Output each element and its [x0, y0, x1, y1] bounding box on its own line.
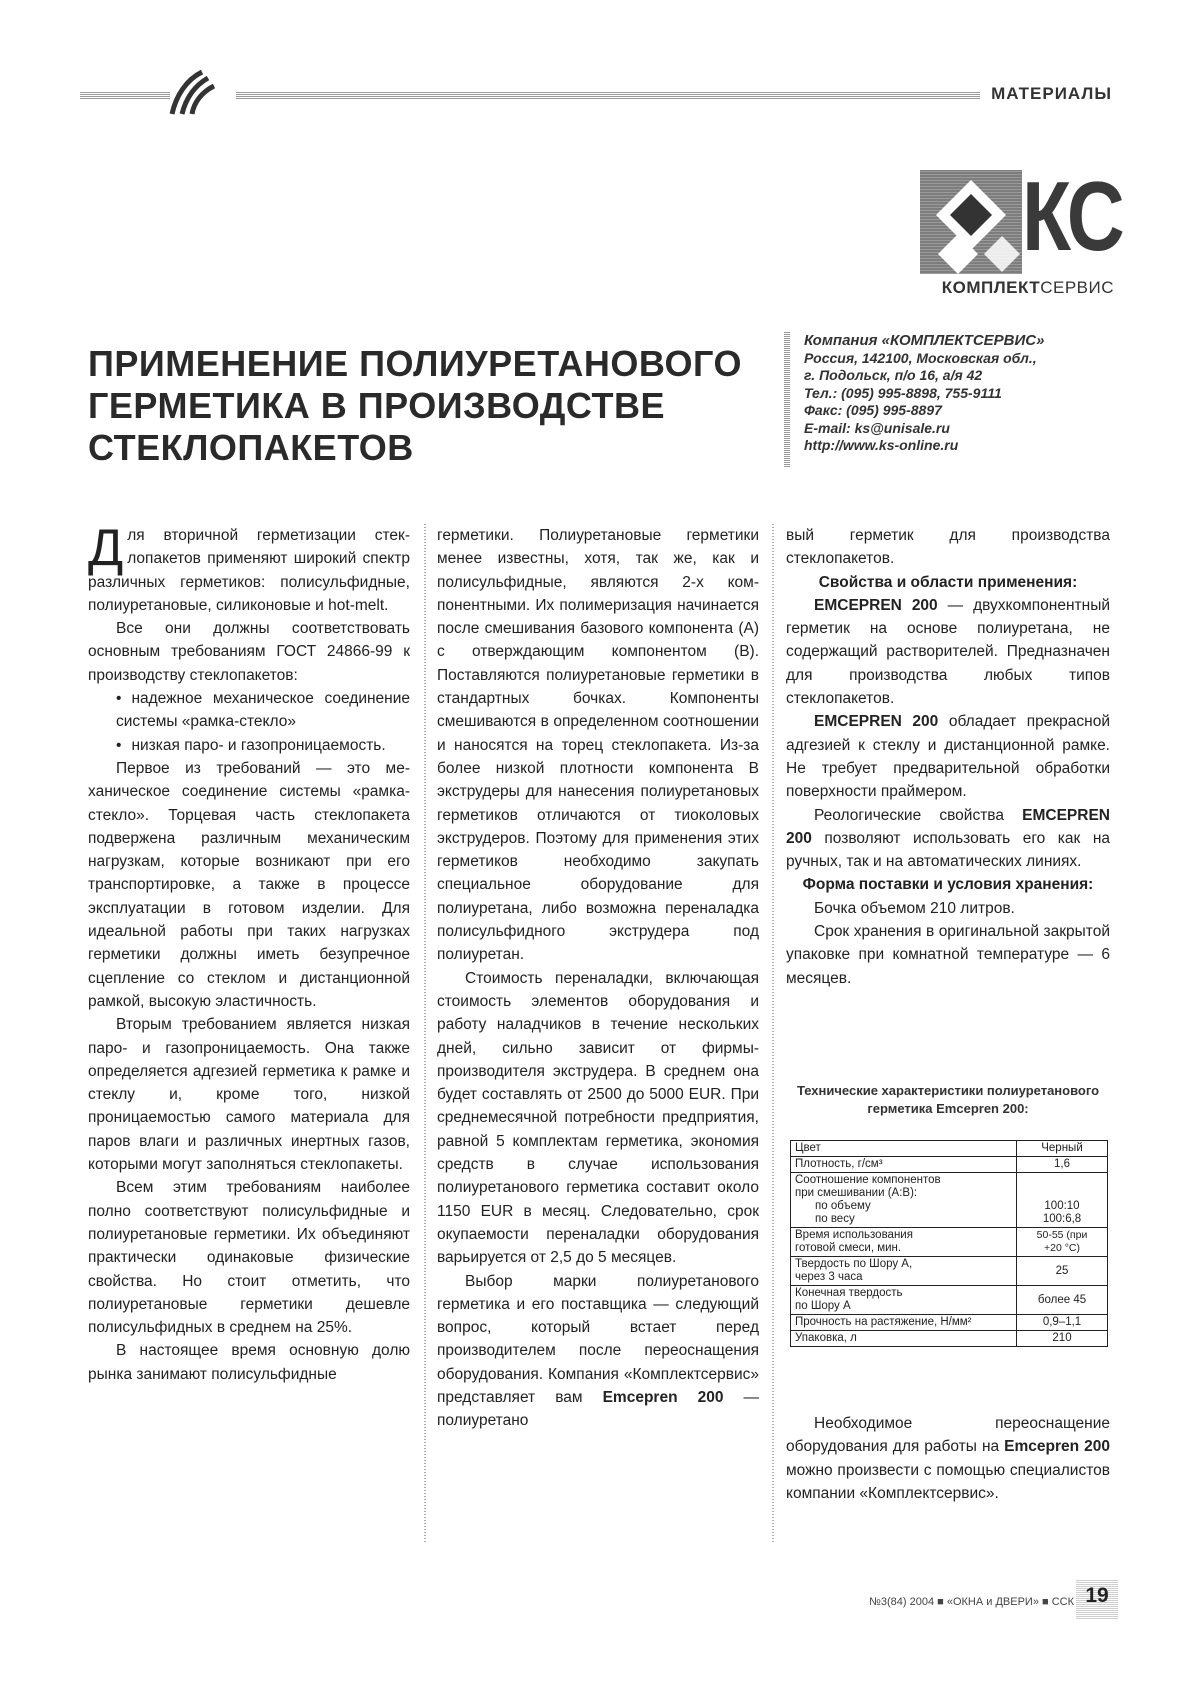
header-rule-right [236, 92, 980, 99]
product-name: EMCEPREN 200 [814, 596, 938, 614]
table-cell-line: +20 °С) [1043, 1242, 1080, 1254]
bullet-icon: • [116, 690, 122, 708]
table-row [791, 1315, 1108, 1331]
table-cell-line: через 3 часа [795, 1271, 863, 1283]
table-cell-line: по объему [815, 1200, 871, 1212]
table-cell-line: готовой смеси, мин. [795, 1242, 902, 1254]
table-cell-label: Прочность на растяжение, Н/мм² [791, 1315, 1017, 1331]
contact-block [804, 332, 1124, 455]
table-row [791, 1173, 1108, 1228]
article-title [88, 343, 748, 469]
paragraph-text: Реологические свойства [814, 806, 1023, 824]
contact-website[interactable]: http://www.ks-online.ru [804, 437, 959, 453]
bullet-text: надежное механическое соединение системы «рамка-стекло» [116, 690, 410, 731]
table-cell-label: Упаковка, л [791, 1331, 1017, 1347]
paragraph [786, 710, 1110, 803]
bullet-item [88, 734, 410, 757]
table-row [791, 1157, 1108, 1173]
article-column-1 [88, 519, 410, 1386]
table-cell-label: Цвет [791, 1141, 1017, 1157]
table-cell-value: более 45 [1017, 1286, 1108, 1315]
table-cell-label [791, 1286, 1017, 1315]
table-cell-value [1017, 1228, 1108, 1257]
table-cell-value: 0,9–1,1 [1017, 1315, 1108, 1331]
table-cell-value [1017, 1173, 1108, 1228]
table-cell-value: 1,6 [1017, 1157, 1108, 1173]
contact-rule [784, 332, 790, 468]
paragraph [786, 1412, 1110, 1505]
paragraph-text: Необходимое переоснащение оборудования для работы на [786, 1415, 1110, 1456]
contact-company: Компания «КОМПЛЕКТСЕРВИС» [804, 332, 1045, 349]
article-column-2 [437, 524, 759, 1433]
table-cell-line: 100:10 [1044, 1200, 1080, 1212]
spec-table [790, 1140, 1108, 1347]
company-logo [918, 161, 1122, 304]
paragraph: В настоящее время основную долю рынка занимают полисульфидные [88, 1342, 410, 1383]
table-row [791, 1257, 1108, 1286]
paragraph-text: — двухкомпонентный герметик на основе полиуретана, не содержащий растворителей. Предназначен для производства любых типов стеклопакетов. [786, 596, 1111, 708]
title-line: ГЕРМЕТИКА В ПРОИЗВОДСТВЕ [88, 385, 666, 426]
paragraph: Бочка объемом 210 литров. [814, 899, 1015, 917]
table-cell-line: Конечная твердость [795, 1287, 903, 1299]
paragraph: Первое из требований — это механическое соединение системы «рамка-стекло». Торцевая часть стеклопакета подвержена различным механическим нагрузкам, которые возникают при его транспортировке, а также в процессе эксплуатации в готовом изделии. Для идеальной работы при таких нагрузках герметики должны иметь безупречное сцепление со стеклом и дистанционной рамкой, высокую эластичность. [88, 759, 410, 1010]
column-divider [424, 524, 426, 1544]
paragraph: Всем этим требованиям наиболее полно соответствуют полисульфидные и полиуретановые герметики. Их объединяют практически одинаковые физические свойства. Но стоит отметить, что полиуретановые герметики дешевле полисульфидных в среднем на 25%. [88, 1179, 410, 1337]
product-name: Emcepren 200 [602, 1388, 724, 1406]
paragraph [786, 594, 1110, 710]
paragraph-text: Выбор марки полиуретанового герметика и его поставщика — следующий вопрос, который встает перед производителем после переоснащения оборудования. Компания «Комплектсервис» представляет вам [437, 1272, 759, 1406]
paragraph: Все они должны соответствовать основным требованиям ГОСТ 24866-99 к производству стеклопакетов: [88, 620, 410, 684]
drop-cap: Д [88, 519, 124, 577]
logo-letters: КС [1022, 161, 1122, 271]
paragraph: вый герметик для производства стеклопакетов. [786, 527, 1110, 568]
paragraph [88, 519, 410, 617]
logo-wordmark-bold: КОМПЛЕКТ [941, 278, 1041, 297]
table-cell-line: 50-55 (при [1036, 1229, 1088, 1241]
table-row [791, 1286, 1108, 1315]
contact-address: Россия, 142100, Московская обл., [804, 349, 1037, 366]
paragraph-text: — полиуретано [437, 1388, 759, 1430]
paragraph-text: можно произвести с помощью специалистов компании «Комплектсервис». [786, 1461, 1110, 1502]
table-cell-label: Плотность, г/см³ [791, 1157, 1017, 1173]
paragraph-text: ля вторичной герметизации стеклопакетов применяют широкий спектр различных герметиков: полисульфидные, полиуретановые, силиконовые и hot-melt. [88, 527, 410, 614]
table-cell-line: при смешивании (A:B): [795, 1187, 918, 1199]
paragraph [437, 1270, 759, 1433]
logo-wordmark-light: СЕРВИС [1040, 278, 1114, 297]
issue-info: №3(84) 2004 ■ «ОКНА и ДВЕРИ» ■ ССК [869, 1596, 1074, 1608]
table-cell-line: по Шору А [795, 1300, 851, 1312]
paragraph-text: позволяют использовать его как на ручных, так и на автоматических линиях. [786, 829, 1110, 871]
page-number: 19 [1085, 1584, 1109, 1607]
paragraph: Срок хранения в оригинальной закрытой упаковке при комнатной температуре — 6 месяцев. [786, 923, 1110, 987]
table-row [791, 1141, 1108, 1157]
header-rule-left [80, 92, 170, 99]
product-name: EMCEPREN 200 [814, 713, 939, 731]
table-cell-line: Соотношение компонентов [795, 1174, 941, 1186]
paragraph [786, 804, 1110, 874]
table-caption [786, 1082, 1110, 1118]
table-caption-line: Технические характеристики полиуретанового [796, 1083, 1100, 1098]
title-line: СТЕКЛОПАКЕТОВ [88, 427, 414, 468]
table-cell-label [791, 1257, 1017, 1286]
table-row [791, 1331, 1108, 1347]
bullet-icon: • [116, 736, 122, 754]
product-name: Emcepren 200 [1004, 1438, 1110, 1456]
table-row [791, 1228, 1108, 1257]
title-line: ПРИМЕНЕНИЕ ПОЛИУРЕТАНОВОГО [88, 343, 742, 384]
table-caption-line: герметика Emcepren 200: [867, 1101, 1029, 1116]
paragraph: Стоимость переналадки, включающая стоимость элементов оборудования и работу наладчиков в течение нескольких дней, сильно зависит от фирмы-производителя экструдера. В среднем она будет составлять от 2500 до 5000 EUR. При среднемесячной потребности предприятия, равной 5 комплектам герметика, экономия средств в случае использования полиуретанового герметика составит около 1150 EUR в месяц. Следовательно, срок окупаемости переналадки оборудования варьируется от 2,5 до 5 месяцев. [437, 969, 759, 1267]
contact-address: г. Подольск, п/о 16, а/я 42 [804, 367, 983, 383]
contact-phone: Тел.: (095) 995-8898, 755-9111 [804, 384, 1002, 401]
magazine-mark-icon [168, 68, 232, 118]
bullet-item [88, 687, 410, 734]
paragraph-text: обладает прекрасной адгезией к стеклу и дистанционной рамке. Не требует предварительной обработки поверхности праймером. [786, 713, 1110, 801]
contact-fax: Факс: (095) 995-8897 [804, 402, 942, 418]
subheading: Свойства и области применения: [818, 573, 1078, 591]
section-label: МАТЕРИАЛЫ [991, 84, 1112, 103]
bullet-text: низкая паро- и газопроницаемость. [131, 736, 386, 754]
table-cell-label [791, 1228, 1017, 1257]
column-divider [772, 524, 774, 1544]
table-cell-line: Твердость по Шору А, [795, 1258, 913, 1270]
logo-wordmark [918, 278, 1114, 298]
contact-email[interactable]: E-mail: ks@unisale.ru [804, 419, 950, 436]
table-cell-line: Время использования [795, 1229, 913, 1241]
paragraph: Вторым требованием является низкая паро- и газопроницаемость. Она также определяется адгезией герметика к рамке и стеклу и, кроме того, низкой проницаемостью самого материала для паров влаги и различных инертных газов, которыми могут заполняться стеклопакеты. [88, 1016, 410, 1174]
subheading: Форма поставки и условия хранения: [802, 876, 1094, 894]
paragraph: герметики. Полиуретановые герметики менее известны, хотя, так же, как и полисульфидные, являются 2-х компонентными. Их полимеризация начинается после смешивания базового компонента (A) с отверждающим компонентом (B). Поставляются полиуретановые герметики в стандартных бочках. Компоненты смешиваются в определенном соотношении и наносятся на торец стеклопакета. Из-за более низкой плотности компонента В экструдеры для нанесения полиуретановых герметиков отличаются от тиоколовых экструдеров. Поэтому для применения этих герметиков необходимо закупать специальное оборудование для полиуретана, либо возможна переналадка полисульфидного экструдера под полиуретан. [437, 527, 759, 964]
product-name: EMCEPREN 200 [786, 806, 1110, 847]
closing-paragraph [786, 1412, 1110, 1505]
table-cell-line: 100:6,8 [1042, 1213, 1082, 1225]
table-cell-line: по весу [815, 1213, 855, 1225]
table-cell-value: Черный [1017, 1141, 1108, 1157]
table-cell-value: 25 [1017, 1257, 1108, 1286]
table-cell-label [791, 1173, 1017, 1228]
article-column-3 [786, 524, 1110, 990]
table-cell-value: 210 [1017, 1331, 1108, 1347]
